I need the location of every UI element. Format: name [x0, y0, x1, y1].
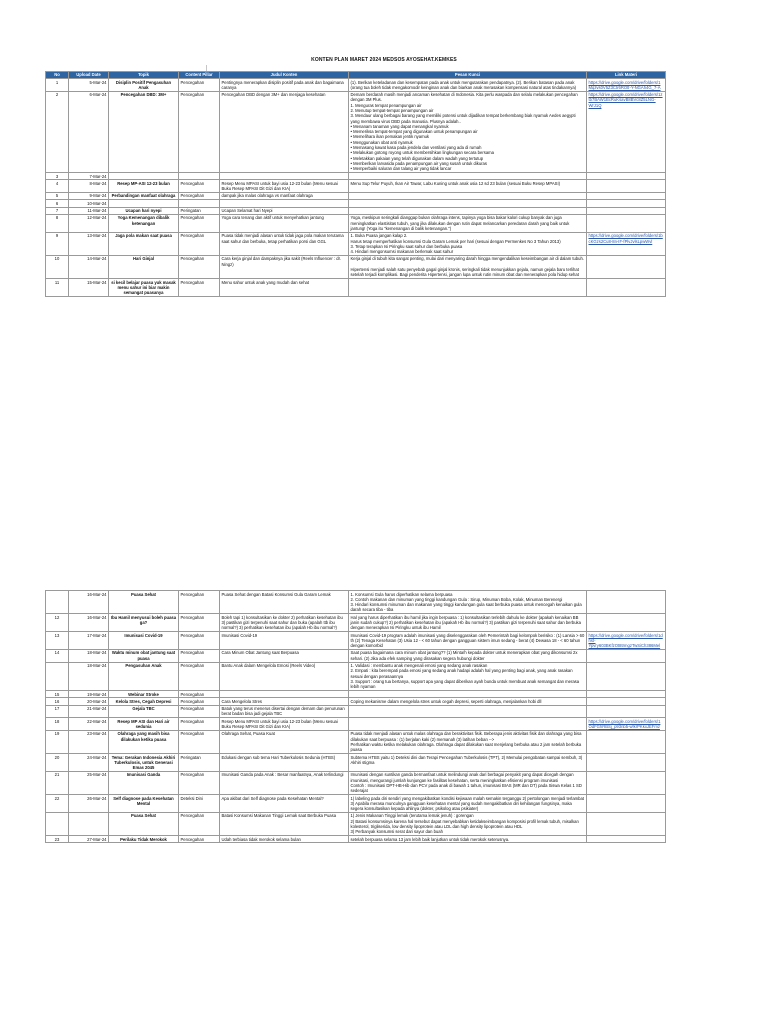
- material-link-cell: [587, 279, 666, 297]
- table-row: [46, 662, 666, 690]
- row-number-cell: 10: [46, 255, 69, 278]
- key-message-cell: [349, 718, 587, 731]
- content-pillar-cell: Pencegahan: [179, 632, 220, 650]
- content-title-cell: [220, 173, 349, 180]
- content-title-cell: Pentingnya menerapkan disiplin positif pada anak dan bagaimana caranya: [220, 79, 349, 92]
- row-number-cell: 15: [46, 691, 69, 698]
- header-topik: Topik: [109, 72, 179, 79]
- key-message-cell: Puasa tidak menjadi alasan untuk malas olahraga dan beraktivitas fisik. Beberapa jenis aktivitas fisik dan olahraga yang bisa dilakukan saat berpuasa : (1) berjalan kaki (2) memanah (3) latihan beban --> Perhatikan waktu ketika melakukan olahraga. Olahraga dapat dilakukan saat menjelang berbuka atau 2 jam setelah berbuka puasa: [349, 730, 587, 753]
- topic-cell: Imunisasi Covid-19: [109, 632, 179, 650]
- header-upload-date: Upload Date: [69, 72, 109, 79]
- table-row: [46, 812, 666, 835]
- upload-date-cell: 20-Mar-24: [69, 698, 109, 705]
- content-pillar-cell: Pencegahan: [179, 214, 220, 232]
- key-message-cell: Coping mekanisme dalam mengelola stres untuk cegah depresi, seperti olahraga, menjalankan hobi dll: [349, 698, 587, 705]
- key-message-cell: (1). Berikan keteladanan dan kesempatan pada anak untuk mengutarakan pendapatnya. (2). Berikan batasan pada anak (orang tua boleh tidak mengakomodir keinginan anak dan biarkan anak merasakan kompensasi natural atas tindakannya): [349, 79, 587, 92]
- content-title-cell: Cara Mengelola Stres: [220, 698, 349, 705]
- table-row: [46, 232, 666, 255]
- upload-date-cell: 6-Mar-24: [69, 91, 109, 172]
- topic-cell: Tema: Gerakan Indonesia Akhiri Tuberkulosis, untuk Generasi Emas 2045: [109, 754, 179, 772]
- upload-date-cell: 21-Mar-24: [69, 705, 109, 718]
- topic-cell: si kecil belajar puasa yuk masak menu sahur ini biar makin semangat puasanya: [109, 279, 179, 297]
- material-link-cell: [587, 754, 666, 772]
- key-message-cell: Yoga, meskipun seringkali dianggap bukan olahraga intens, tapinya yoga bisa bakar kalori cukup banyak dan juga meningkatkan elastisitas tubuh, yang jika dilakukan dengan rutin dapat melancarkan peredaran darah yang baik untuk jantung! (Yoga itu "kemenangan di balik ketenangan."): [349, 214, 587, 232]
- table-row: [46, 836, 666, 843]
- key-message-cell: [349, 691, 587, 698]
- content-title-cell: Pencegahan DBD dengan 3M+ dan menjaga kesehatan: [220, 91, 349, 172]
- upload-date-cell: 12-Mar-24: [69, 214, 109, 232]
- upload-date-cell: 18-Mar-24: [69, 662, 109, 690]
- content-plan-table-continued: [45, 590, 666, 843]
- content-title-cell: Puasa Sehat dengan Batasi Konsumsi Gula Garam Lemak: [220, 591, 349, 614]
- row-number-cell: 17: [46, 705, 69, 718]
- key-message-cell: [349, 279, 587, 297]
- row-number-cell: 19: [46, 730, 69, 753]
- upload-date-cell: 7-Mar-24: [69, 173, 109, 180]
- key-message-cell: setelah berpuasa selama 13 jam lebih baik lanjutkan untuk tidak merokok seterusnya.: [349, 836, 587, 843]
- content-title-cell: Cara Minum Obat Jantung saat Berpuasa: [220, 649, 349, 662]
- key-message-cell: Subtema HTBS yaitu 1) Deteksi dini dan Terapi Pencegahan Tuberkulosis (TPT), 2) Memulai pengobatan sampai sembuh, 3) Akhiri stigma: [349, 754, 587, 772]
- table-row: [46, 771, 666, 794]
- key-message-cell: Saat puasa bagaimana cara minum obat jantung?? (1) Minta/h kepada dokter untuk menerapkan obat yang dikonsumsi 2x sehari. (2) Jika ada efek samping yang dirasakan segera hubungi dokter: [349, 649, 587, 662]
- row-number-cell: 20: [46, 754, 69, 772]
- topic-cell: Imunisasi Ganda: [109, 771, 179, 794]
- material-link-cell: [587, 614, 666, 632]
- table-row: [46, 214, 666, 232]
- row-number-cell: 11: [46, 279, 69, 297]
- key-message-cell: 1. Validasi : membantu anak mengenali emosi yang sedang anak rasakan 2. Empati : kita berempati pada emosi yang sedang anak hadapi adalah hal yang penting bagi anak, yang anak rasakan sesuai dengan perasaannya 3. Support : orang tua bertanya, support apa yang dapat diberikan ayah bunda untuk membuat anak semangat dan merasa lebih nyaman: [349, 662, 587, 690]
- key-message-cell: Imunisasi dengan suntikan ganda bermanfaat untuk melindungi anak dari berbagai penyakit yang dapat dicegah dengan imunisasi, mengurangi jumlah kunjungan ke fasilitas kesehatan, serta meningkatkan efisiensi program imunisasi Contoh : Imunisasi DPT-HB-Hib dan PCV pada anak di bawah 1 tahun, imunisasi BIAS (MR dan DT) pada Siswa Kelas 1 SD sederajat: [349, 771, 587, 794]
- topic-cell: Hari Ginjal: [109, 255, 179, 278]
- table-row: [46, 614, 666, 632]
- key-message-cell: [349, 173, 587, 180]
- table-row: [46, 649, 666, 662]
- material-link-cell: [587, 214, 666, 232]
- key-message-cell: 1. Buka Puasa jangan kalap 2. Harus tetap memperhatikan konsumsi Gula Garam Lemak per hari (sesuai dengan Permenkes No 3 Tahun 2013) 3. Tetap terapkan Isi Piringku saat sahur dan berbuka puasa 4. Hindari mengonsumsi makanan berlemak saat sahur: [349, 232, 587, 255]
- material-link-cell[interactable]: https://drive.google.com/drive/folders/1Mqzvs0V5Z3Ctr6ROtf-Y-NGAh4G_7-A: [587, 79, 666, 92]
- table-row: [46, 795, 666, 813]
- content-title-cell: Resep Menu MPASI untuk bayi usia 12-23 bulan (Menu sesuai Buku Resep MPASI Dit Gizi dan KIA): [220, 180, 349, 193]
- material-link-cell: [587, 795, 666, 813]
- material-link-cell: [587, 207, 666, 214]
- content-title-cell: Batuk yang terus menerus disertai dengan demam dan penurunan berat badan bisa jadi gejala TBC: [220, 705, 349, 718]
- content-title-cell: Batasi Konsumsi Makanan Tinggi Lemak saat Berbuka Puasa: [220, 812, 349, 835]
- material-link-cell[interactable]: https://drive.google.com/drive/folders/1bcKGzs2Cu8-8n-IF-fPlvJvlsLpwWvl: [587, 232, 666, 255]
- content-pillar-cell: Pencegahan: [179, 718, 220, 731]
- key-message-cell: 1) labeling pada diri sendiri yang mengakibatkan kondisi kejiwaan malah semakin terganggu 2) pertolongan menjadi terlambat 3) Apabila merasa munculnya gangguan kesehatan mental yang sudah mengakibatkan diri kehilangan fungsinya, maka segera konsultasikan kepada ahlinya (dokter, psikolog atau psikiater): [349, 795, 587, 813]
- material-link-cell: [587, 836, 666, 843]
- key-message-cell: Hal yang harus diperhatikan ibu hamil jika ingin berpuasa : 1) konsultasikan terlebih dahulu ke dokter (apakah kenaikan BB janin sudah cukup?) 2) perhatikan kesehatan ibu (apakah Hb ibu normal?) 3) pastikan gizi terpenuhi saat sahur dan berbuka dengan menerapkan Isi Piringku untuk ibu Hamil: [349, 614, 587, 632]
- header-link-materi: Link Materi: [587, 72, 666, 79]
- key-message-cell: [349, 192, 587, 199]
- upload-date-cell: 16-Mar-24: [69, 614, 109, 632]
- content-title-cell: Ucapan Selamat hari Nyepi: [220, 207, 349, 214]
- topic-cell: Pengasuhan Anak: [109, 662, 179, 690]
- row-number-cell: [46, 812, 69, 835]
- material-link-cell: [587, 200, 666, 207]
- content-pillar-cell: Pencegahan: [179, 771, 220, 794]
- content-pillar-cell: Peringatan: [179, 754, 220, 772]
- topic-cell: Puasa Sehat: [109, 591, 179, 614]
- material-link-cell: [587, 255, 666, 278]
- topic-cell: Webinar Stroke: [109, 691, 179, 698]
- row-number-cell: 22: [46, 795, 69, 813]
- material-link-cell: [587, 771, 666, 794]
- table-row: [46, 754, 666, 772]
- topic-cell: Resep MP-ASI 12-23 bulan: [109, 180, 179, 193]
- content-pillar-cell: Pencegahan: [179, 91, 220, 172]
- content-title-cell: Apa akibat dari Self diagnose pada Kesehatan Mental?: [220, 795, 349, 813]
- key-message-cell: 1. Konsumsi Gula harus diperhatikan selama berpuasa 2. Contoh makanan dan minuman yang tinggi kandungan Gula : Sirup, Minuman Boba, Kolak, Minuman Berenergi 3. Hindari konsumsi minuman dan makanan yang tinggi kandungan gula saat berbuka puasa untuk mencegah kenaikan gula darah secara tiba - tiba: [349, 591, 587, 614]
- table-row: [46, 718, 666, 731]
- table-row: [46, 698, 666, 705]
- content-pillar-cell: [179, 200, 220, 207]
- content-plan-table: [45, 71, 666, 297]
- content-pillar-cell: Pencegahan: [179, 232, 220, 255]
- material-link-cell: [587, 591, 666, 614]
- content-title-cell: Udah terbiasa tidak merokok selama bulan: [220, 836, 349, 843]
- upload-date-cell: 17-Mar-24: [69, 632, 109, 650]
- row-number-cell: 3: [46, 173, 69, 180]
- table-row: [46, 632, 666, 650]
- topic-cell: Perilaku Tidak Merokok: [109, 836, 179, 843]
- row-number-cell: 7: [46, 207, 69, 214]
- content-title-cell: Imunisasi Covid-19: [220, 632, 349, 650]
- topic-cell: [109, 200, 179, 207]
- content-title-cell: [220, 200, 349, 207]
- table-row: [46, 279, 666, 297]
- topic-cell: Waktu minum obat jantung saat puasa: [109, 649, 179, 662]
- header-no: No: [46, 72, 69, 79]
- upload-date-cell: 13-Mar-24: [69, 232, 109, 255]
- table-row: [46, 705, 666, 718]
- row-number-cell: 12: [46, 614, 69, 632]
- topic-cell: Resep MP ASI dan Hari air sedunia: [109, 718, 179, 731]
- material-link-cell[interactable]: https://drive.google.com/drive/folders/1OdFGhRBSj_p93nb5-wfkrPKkxJEFmz: [587, 718, 666, 731]
- content-pillar-cell: Pencegahan: [179, 279, 220, 297]
- content-title-cell: [220, 691, 349, 698]
- upload-date-cell: 24-Mar-24: [69, 754, 109, 772]
- row-number-cell: 13: [46, 632, 69, 650]
- content-title-cell: Olahraga Sehat, Puasa Kuat: [220, 730, 349, 753]
- content-pillar-cell: Pencegahan: [179, 730, 220, 753]
- content-pillar-cell: Pencegahan: [179, 812, 220, 835]
- table-row: [46, 207, 666, 214]
- topic-cell: Perbandingan manfaat olahraga: [109, 192, 179, 199]
- material-link-cell: [587, 192, 666, 199]
- key-message-cell: Imunisasi Covid-19 program adalah imunisasi yang diselenggarakan oleh Pemerintah bagi kelompok berisiko : (1) Lansia > 60 th (2) Tenaga Kesehatan (3) Usia 12 - < 60 tahun dengan gangguan sistem imun sedang - berat (4) Dewasa 18 - < 60 tahun dengan komorbid: [349, 632, 587, 650]
- row-number-cell: [46, 662, 69, 690]
- topic-cell: Pencegahan DBD: 3M+: [109, 91, 179, 172]
- row-number-cell: 8: [46, 214, 69, 232]
- header-pesan-kunci: Pesan Kunci: [349, 72, 587, 79]
- row-number-cell: 1: [46, 79, 69, 92]
- topic-cell: Ibu Hamil menyusui boleh puasa ga?: [109, 614, 179, 632]
- upload-date-cell: 10-Mar-24: [69, 200, 109, 207]
- material-link-cell: [587, 649, 666, 662]
- material-link-cell: [587, 705, 666, 718]
- row-number-cell: 4: [46, 180, 69, 193]
- content-pillar-cell: Pencegahan: [179, 698, 220, 705]
- topic-cell: [109, 173, 179, 180]
- upload-date-cell: 9-Mar-24: [69, 192, 109, 199]
- upload-date-cell: 8-Mar-24: [69, 180, 109, 193]
- material-link-cell: [587, 691, 666, 698]
- content-title-cell: Menu sahur untuk anak yang mudah dan sehat: [220, 279, 349, 297]
- content-pillar-cell: Deteksi Dini: [179, 795, 220, 813]
- upload-date-cell: 11-Mar-24: [69, 207, 109, 214]
- row-number-cell: 6: [46, 200, 69, 207]
- topic-cell: Jaga pola makan saat puasa: [109, 232, 179, 255]
- key-message-cell: Kerja ginjal di tubuh kita sangat penting, mulai dari menyaring darah hingga mengendalikan keseimbangan air di dalam tubuh. Hipertensi menjadi salah satu penyebab gagal ginjal kronis, seringkali tidak menunjukkan gejala, namun gejala baru terlihat setelah terjadi komplikasi. Bagi penderita Hipertensi, jangan lupa untuk rutin minum obat dan menerapkan pola hidup sehat: [349, 255, 587, 278]
- content-title-cell: Cara kerja ginjal dan dampaknya jika sakit (Reels Influencer : dr. Ningz): [220, 255, 349, 278]
- table-row: [46, 91, 666, 172]
- upload-date-cell: 23-Mar-24: [69, 730, 109, 753]
- topic-cell: Disiplin Positif Pengasuhan Anak: [109, 79, 179, 92]
- topic-cell: Puasa Sehat: [109, 812, 179, 835]
- table-row: [46, 173, 666, 180]
- material-link-cell[interactable]: https://drive.google.com/drive/folders/1ztb7BAW1BcRuKsavB8BVc8Z5LNG-WrJ1Q: [587, 91, 666, 172]
- table-row: [46, 730, 666, 753]
- upload-date-cell: 19-Mar-24: [69, 691, 109, 698]
- upload-date-cell: 27-Mar-24: [69, 836, 109, 843]
- row-number-cell: 18: [46, 718, 69, 731]
- table-row: [46, 691, 666, 698]
- content-pillar-cell: Pencegahan: [179, 836, 220, 843]
- upload-date-cell: 18-Mar-24: [69, 649, 109, 662]
- topic-cell: Self diagnose pada Kesehatan Mental: [109, 795, 179, 813]
- material-link-cell: [587, 812, 666, 835]
- key-message-cell: [349, 705, 587, 718]
- upload-date-cell: 5-Mar-24: [69, 79, 109, 92]
- topic-cell: Ucapan hari nyepi: [109, 207, 179, 214]
- material-link-cell[interactable]: https://drive.google.com/drive/folders/1dhst-Ypvry603BKfzOt8trmgzTwSiCh386Mel: [587, 632, 666, 650]
- upload-date-cell: 16-Mar-24: [69, 591, 109, 614]
- upload-date-cell: 25-Mar-24: [69, 771, 109, 794]
- content-pillar-cell: Pencegahan: [179, 705, 220, 718]
- key-message-cell: [349, 207, 587, 214]
- table-header-row: [46, 72, 666, 79]
- upload-date-cell: 22-Mar-24: [69, 718, 109, 731]
- content-pillar-cell: Pencegahan: [179, 255, 220, 278]
- key-message-cell: 1) Jenis Makanan Tinggi lemak (terutama lemak jenuh) : gorengan 2) Batasi konsumsinya karena hal tersebut dapat menyebabkan ketidakseimbangan komposisi profil lemak tubuh, misalkan kolesterol, trigliserida, low density lipoprotein atau LDL dan high density lipoprotein atau HDL 3) Perbanyak konsumsi serat dari sayur dan buah: [349, 812, 587, 835]
- table-row: [46, 255, 666, 278]
- row-number-cell: 9: [46, 232, 69, 255]
- row-number-cell: 23: [46, 836, 69, 843]
- content-title-cell: Resep Menu MPASI untuk bayi usia 12-23 bulan (Menu sesuai Buku Resep MPASI Dit Gizi dan KIA): [220, 718, 349, 731]
- content-title-cell: Imunisasi Ganda pada Anak : Besar manfaatnya, Anak terlindungi: [220, 771, 349, 794]
- row-number-cell: 14: [46, 649, 69, 662]
- table-row: [46, 200, 666, 207]
- content-pillar-cell: [179, 173, 220, 180]
- row-number-cell: 16: [46, 698, 69, 705]
- table-row: [46, 180, 666, 193]
- key-message-cell: Demam berdarah masih menjadi ancaman kesehatan di Indonesia. Kita perlu waspada dan selalu melakukan pencegahan dengan 3M Plus. 1. Menguras tempat penampungan air 2. Menutup tempat-tempat penampungan air 3. Mendaur ulang berbagai barang yang memiliki potensi untuk dijadikan tempat berkembang biak nyamuk Aedes aegypti yang membawa virus DBD pada manusia. Plusnya adalah.. • Menanam tanaman yang dapat menangkal nyamuk • Memeriksa tempat-tempat yang digunakan untuk penampungan air • Memelihara ikan pemakan jentik nyamuk • Menggunakan obat anti nyamuk • Memasang kawat kasa pada jendela dan ventilasi yang ada di rumah • Melakukan gotong royong untuk membersihkan lingkungan secara bersama • Meletakkan pakaian yang telah digunakan dalam wadah yang tertutup • Memberikan larvasida pada penampungan air yang susah untuk dikuras • Memperbaiki saluran dan talang air yang tidak lancar: [349, 91, 587, 172]
- table-row: [46, 192, 666, 199]
- content-pillar-cell: Pencegahan: [179, 649, 220, 662]
- material-link-cell: [587, 180, 666, 193]
- content-pillar-cell: Pencegahan: [179, 180, 220, 193]
- material-link-cell: [587, 173, 666, 180]
- content-title-cell: Edukasi dengan sub tema Hari Tuberkulosis Sedunia (HTBS): [220, 754, 349, 772]
- material-link-cell: [587, 662, 666, 690]
- content-pillar-cell: Pencegahan: [179, 691, 220, 698]
- content-title-cell: dampak jika malas olahraga vs manfaat olahraga: [220, 192, 349, 199]
- document-title: KONTEN PLAN MARET 2024 MEDSOS AYOSEHAT.KEMKES: [311, 57, 457, 63]
- upload-date-cell: 26-Mar-24: [69, 795, 109, 813]
- material-link-cell: [587, 698, 666, 705]
- content-pillar-cell: Pencegahan: [179, 662, 220, 690]
- upload-date-cell: 15-Mar-24: [69, 279, 109, 297]
- content-title-cell: Boleh tapi 1) konsultasikan ke dokter 2) perhatikan kesehatan ibu 3) pastikan gizi terpenuhi saat sahur dan buka (apalah ttb ibu normal?) 3) perhatikan kesehatan ibu (apalah Hb ibu normal?): [220, 614, 349, 632]
- row-number-cell: 2: [46, 91, 69, 172]
- topic-cell: Yoga Kemenangan dibalik ketenangan: [109, 214, 179, 232]
- upload-date-cell: 14-Mar-24: [69, 255, 109, 278]
- topic-cell: Olahraga yang masih bisa dilakukan ketika puasa: [109, 730, 179, 753]
- topic-cell: Gejala TBC: [109, 705, 179, 718]
- key-message-cell: [349, 200, 587, 207]
- content-title-cell: Puasa tidak menjadi alasan untuk tidak jaga pola makan terutama saat sahur dan berbuka, tetap perhatikan porsi dan GGL: [220, 232, 349, 255]
- content-title-cell: Bantu Anak dalam Mengelola Emosi (Reels Video): [220, 662, 349, 690]
- content-pillar-cell: Pencegahan: [179, 591, 220, 614]
- content-pillar-cell: Pencegahan: [179, 614, 220, 632]
- content-pillar-cell: Pencegahan: [179, 79, 220, 92]
- header-content-pillar: Content Pillar: [179, 72, 220, 79]
- row-number-cell: 5: [46, 192, 69, 199]
- row-number-cell: [46, 591, 69, 614]
- table-row: [46, 591, 666, 614]
- material-link-cell: [587, 730, 666, 753]
- row-number-cell: 21: [46, 771, 69, 794]
- content-title-cell: Yoga cara tenang dan aktif untuk menyehatkan jantung: [220, 214, 349, 232]
- content-pillar-cell: Pencegahan: [179, 192, 220, 199]
- topic-cell: Kelola Stres, Cegah Depresi: [109, 698, 179, 705]
- table-row: [46, 79, 666, 92]
- key-message-cell: Menu Sup Telur Puyuh, Ikan Air Tawar, Labu Kuning untuk anak usia 12 sd 23 bulan (sesuai Buku Resep MPASI): [349, 180, 587, 193]
- header-judul-konten: Judul Konten: [220, 72, 349, 79]
- content-pillar-cell: Peringatan: [179, 207, 220, 214]
- upload-date-cell: [69, 812, 109, 835]
